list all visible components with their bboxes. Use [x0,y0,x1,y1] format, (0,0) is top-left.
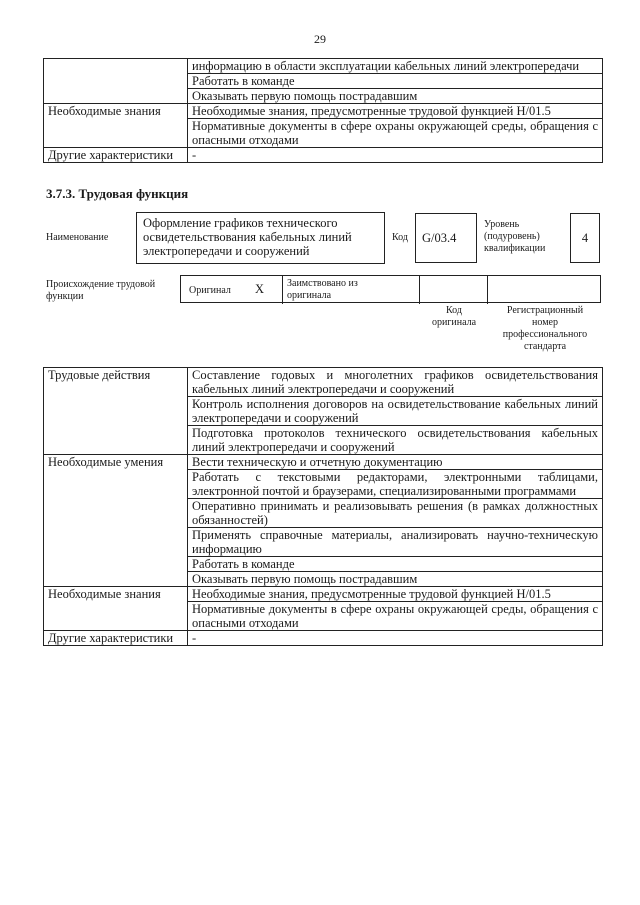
code-original-caption: Код оригинала [431,305,477,328]
row-label: Необходимые умения [44,455,188,470]
row-label [44,557,188,572]
original-mark: X [255,282,265,296]
row-label [44,602,188,631]
row-label: Другие характеристики [44,631,188,646]
original-label: Оригинал [189,285,231,296]
row-text: - [188,148,603,163]
name-label: Наименование [46,232,109,243]
table-row [44,104,603,119]
table-row [44,368,603,397]
main-table [43,367,603,646]
row-text: Работать с текстовыми редакторами, электронными таблицами, электронной почтой и браузерами, специализированными программами [188,470,603,499]
table-row [44,455,603,470]
row-label: Необходимые знания [44,104,188,119]
row-text: - [188,631,603,646]
row-label [44,572,188,587]
code-label: Код [392,232,408,243]
table-row [44,397,603,426]
row-label [44,74,188,89]
row-text: Составление годовых и многолетних графиков освидетельствования кабельных линий электропередачи и сооружений [188,368,603,397]
table-row [44,148,603,163]
row-label: Необходимые знания [44,587,188,602]
row-text: Работать в команде [188,557,603,572]
table-row [44,470,603,499]
table-row [44,119,603,148]
borrowed-label: Заимствовано из оригинала [287,278,358,301]
row-label [44,119,188,148]
code-value: G/03.4 [415,213,477,263]
origin-table [180,275,601,303]
table-row [44,557,603,572]
name-value: Оформление графиков технического освидетельствования кабельных линий электропередачи и сооружений [136,212,385,264]
origin-label: Происхождение трудовой функции [46,279,156,302]
row-label [44,89,188,104]
row-text: Нормативные документы в сфере охраны окружающей среды, обращения с опасными отходами [188,119,603,148]
table-row [44,74,603,89]
table-row [44,59,603,74]
page-number: 29 [314,32,326,46]
row-text: Необходимые знания, предусмотренные трудовой функцией Н/01.5 [188,587,603,602]
table-row [44,528,603,557]
row-label [44,470,188,499]
row-text: Оказывать первую помощь пострадавшим [188,572,603,587]
row-text: Оказывать первую помощь пострадавшим [188,89,603,104]
top-table [43,58,603,163]
row-label: Другие характеристики [44,148,188,163]
table-row [44,602,603,631]
table-row [44,587,603,602]
table-row [44,89,603,104]
row-text: Нормативные документы в сфере охраны окружающей среды, обращения с опасными отходами [188,602,603,631]
row-label [44,499,188,528]
row-text: Необходимые знания, предусмотренные трудовой функцией Н/01.5 [188,104,603,119]
row-text: информацию в области эксплуатации кабельных линий электропередачи [188,59,603,74]
row-text: Работать в команде [188,74,603,89]
level-value: 4 [570,213,600,263]
row-label [44,528,188,557]
table-row [44,499,603,528]
row-label [44,426,188,455]
level-label: Уровень (подуровень) квалификации [484,219,546,254]
row-label [44,397,188,426]
row-text: Подготовка протоколов технического освидетельствования кабельных линий электропередачи и сооружений [188,426,603,455]
row-text: Контроль исполнения договоров на освидетельствование кабельных линий электропередачи и сооружений [188,397,603,426]
reg-number-caption: Регистрационный номер профессионального стандарта [502,305,588,352]
row-text: Оперативно принимать и реализовывать решения (в рамках должностных обязанностей) [188,499,603,528]
table-row [44,426,603,455]
table-row [44,572,603,587]
table-row [44,631,603,646]
row-text: Применять справочные материалы, анализировать научно-техническую информацию [188,528,603,557]
row-text: Вести техническую и отчетную документацию [188,455,603,470]
section-heading: 3.7.3. Трудовая функция [46,186,189,201]
row-label: Трудовые действия [44,368,188,397]
row-label [44,59,188,74]
